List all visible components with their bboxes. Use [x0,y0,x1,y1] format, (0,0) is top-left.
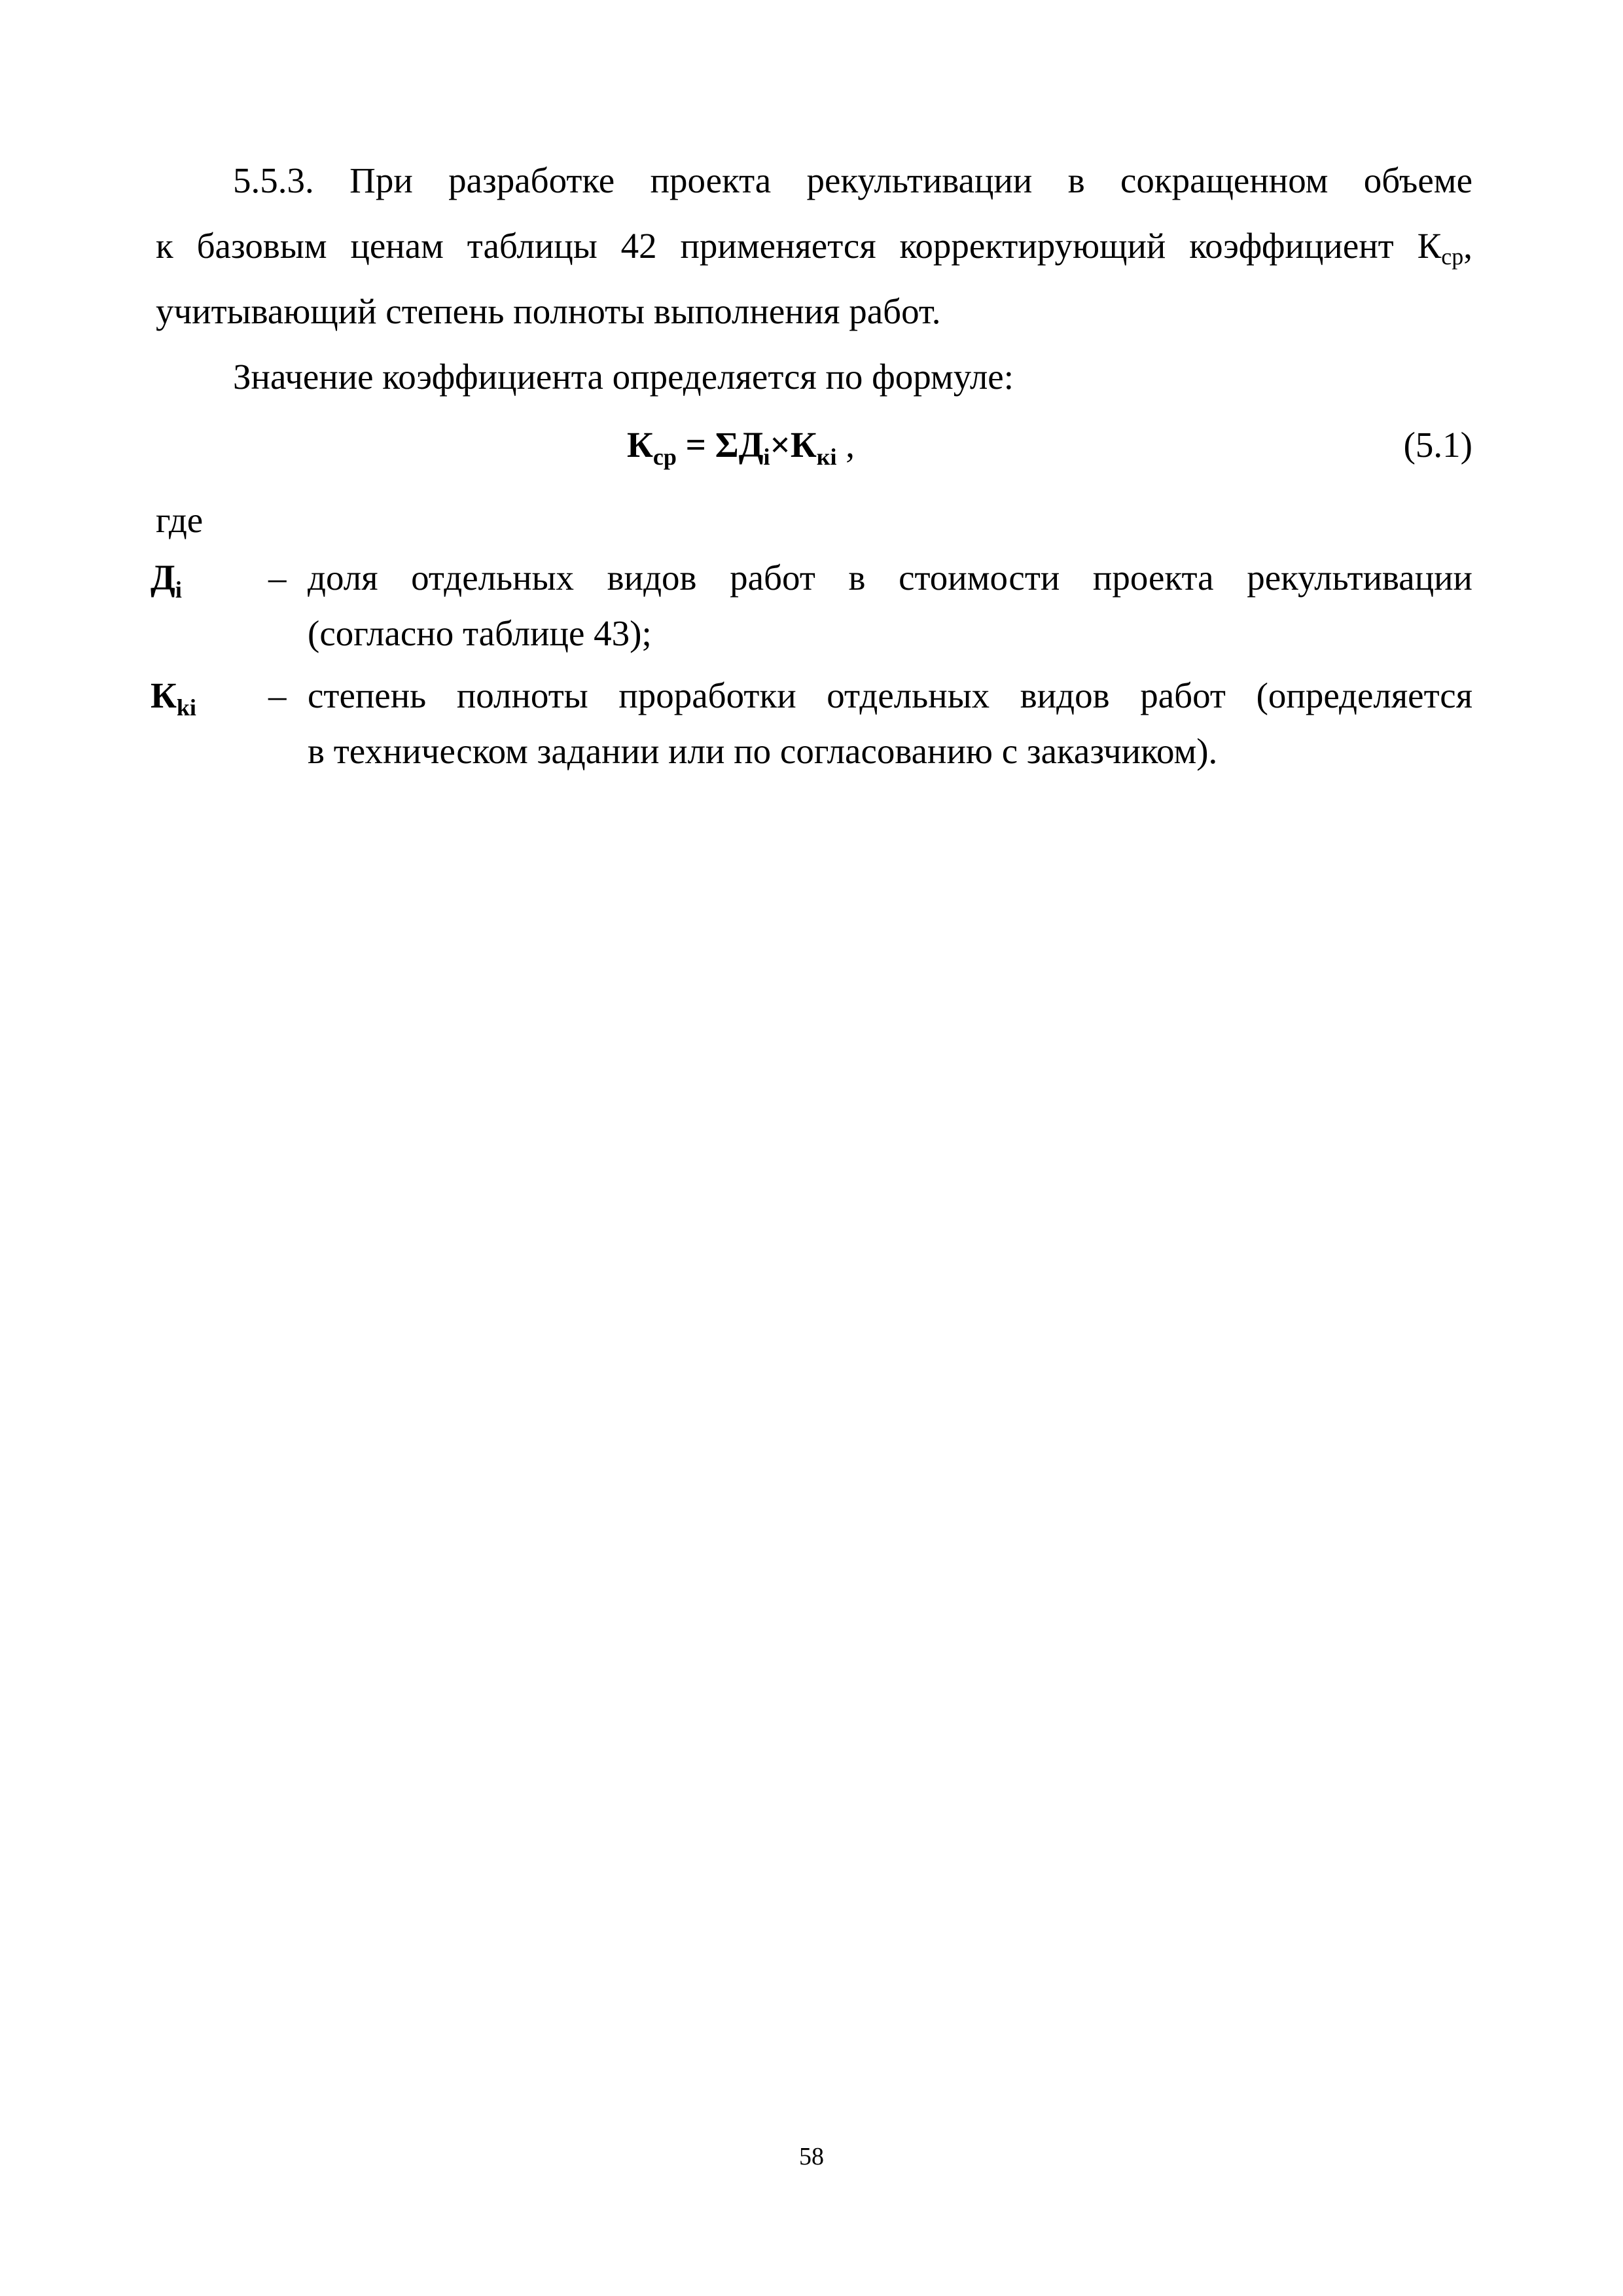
definition-line: (согласно таблице 43); [308,613,652,653]
where-label: где [156,500,204,540]
paragraph-line-text: к базовым ценам таблицы 42 применяется корректирующий коэффициент К [156,226,1442,266]
paragraph-line: учитывающий степень полноты выполнения работ. [156,291,941,331]
definition-line: степень полноты проработки отдельных видов работ (определяется [308,675,1472,715]
formula-comma: , [836,425,855,465]
definition-symbol-subscript: i [175,577,182,603]
formula-intro-paragraph: Значение коэффициента определяется по формуле: [233,357,1014,397]
paragraph-line [156,213,1472,279]
definition-symbol [151,668,196,723]
formula-equals-sum-d: = ΣД [676,425,764,465]
paragraph-comma: , [1463,226,1472,266]
paragraph-line: 5.5.3. При разработке проекта рекультивации в сокращенном объеме [233,160,1472,200]
formula-k: К [627,425,653,465]
equation-number: (5.1) [1403,425,1472,465]
definition-symbol [151,550,182,605]
definition-symbol-letter: Д [151,558,175,598]
definition-symbol-letter: К [151,675,177,715]
formula-5-1 [627,412,855,478]
definition-line: доля отдельных видов работ в стоимости проекта рекультивации [308,558,1472,598]
definition-dash: – [268,675,287,715]
formula-d-subscript: i [763,444,770,470]
page-number: 58 [799,2143,824,2170]
definition-text [308,668,1472,779]
definition-symbol-subscript: ki [176,694,196,721]
definition-line: в техническом задании или по согласованию с заказчиком). [308,731,1218,771]
definition-text [308,550,1472,661]
definition-dash: – [268,558,287,598]
coefficient-subscript: ср [1441,243,1464,270]
formula-kk-subscript: кi [816,444,837,470]
paragraph-5-5-3 [156,148,1472,344]
formula-times-k: ×К [770,425,817,465]
formula-k-subscript: ср [652,444,677,470]
